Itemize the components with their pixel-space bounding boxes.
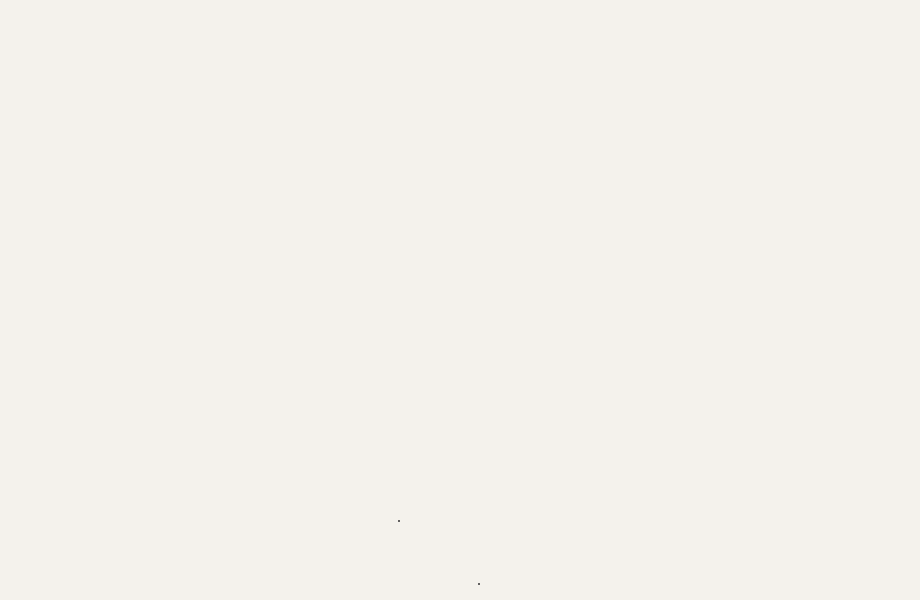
page-number bbox=[838, 468, 860, 496]
ink-speck bbox=[398, 520, 400, 522]
ink-speck bbox=[478, 583, 480, 585]
running-head bbox=[836, 90, 858, 510]
langlade-county-table bbox=[60, 205, 836, 470]
previous-county-table bbox=[60, 62, 836, 132]
